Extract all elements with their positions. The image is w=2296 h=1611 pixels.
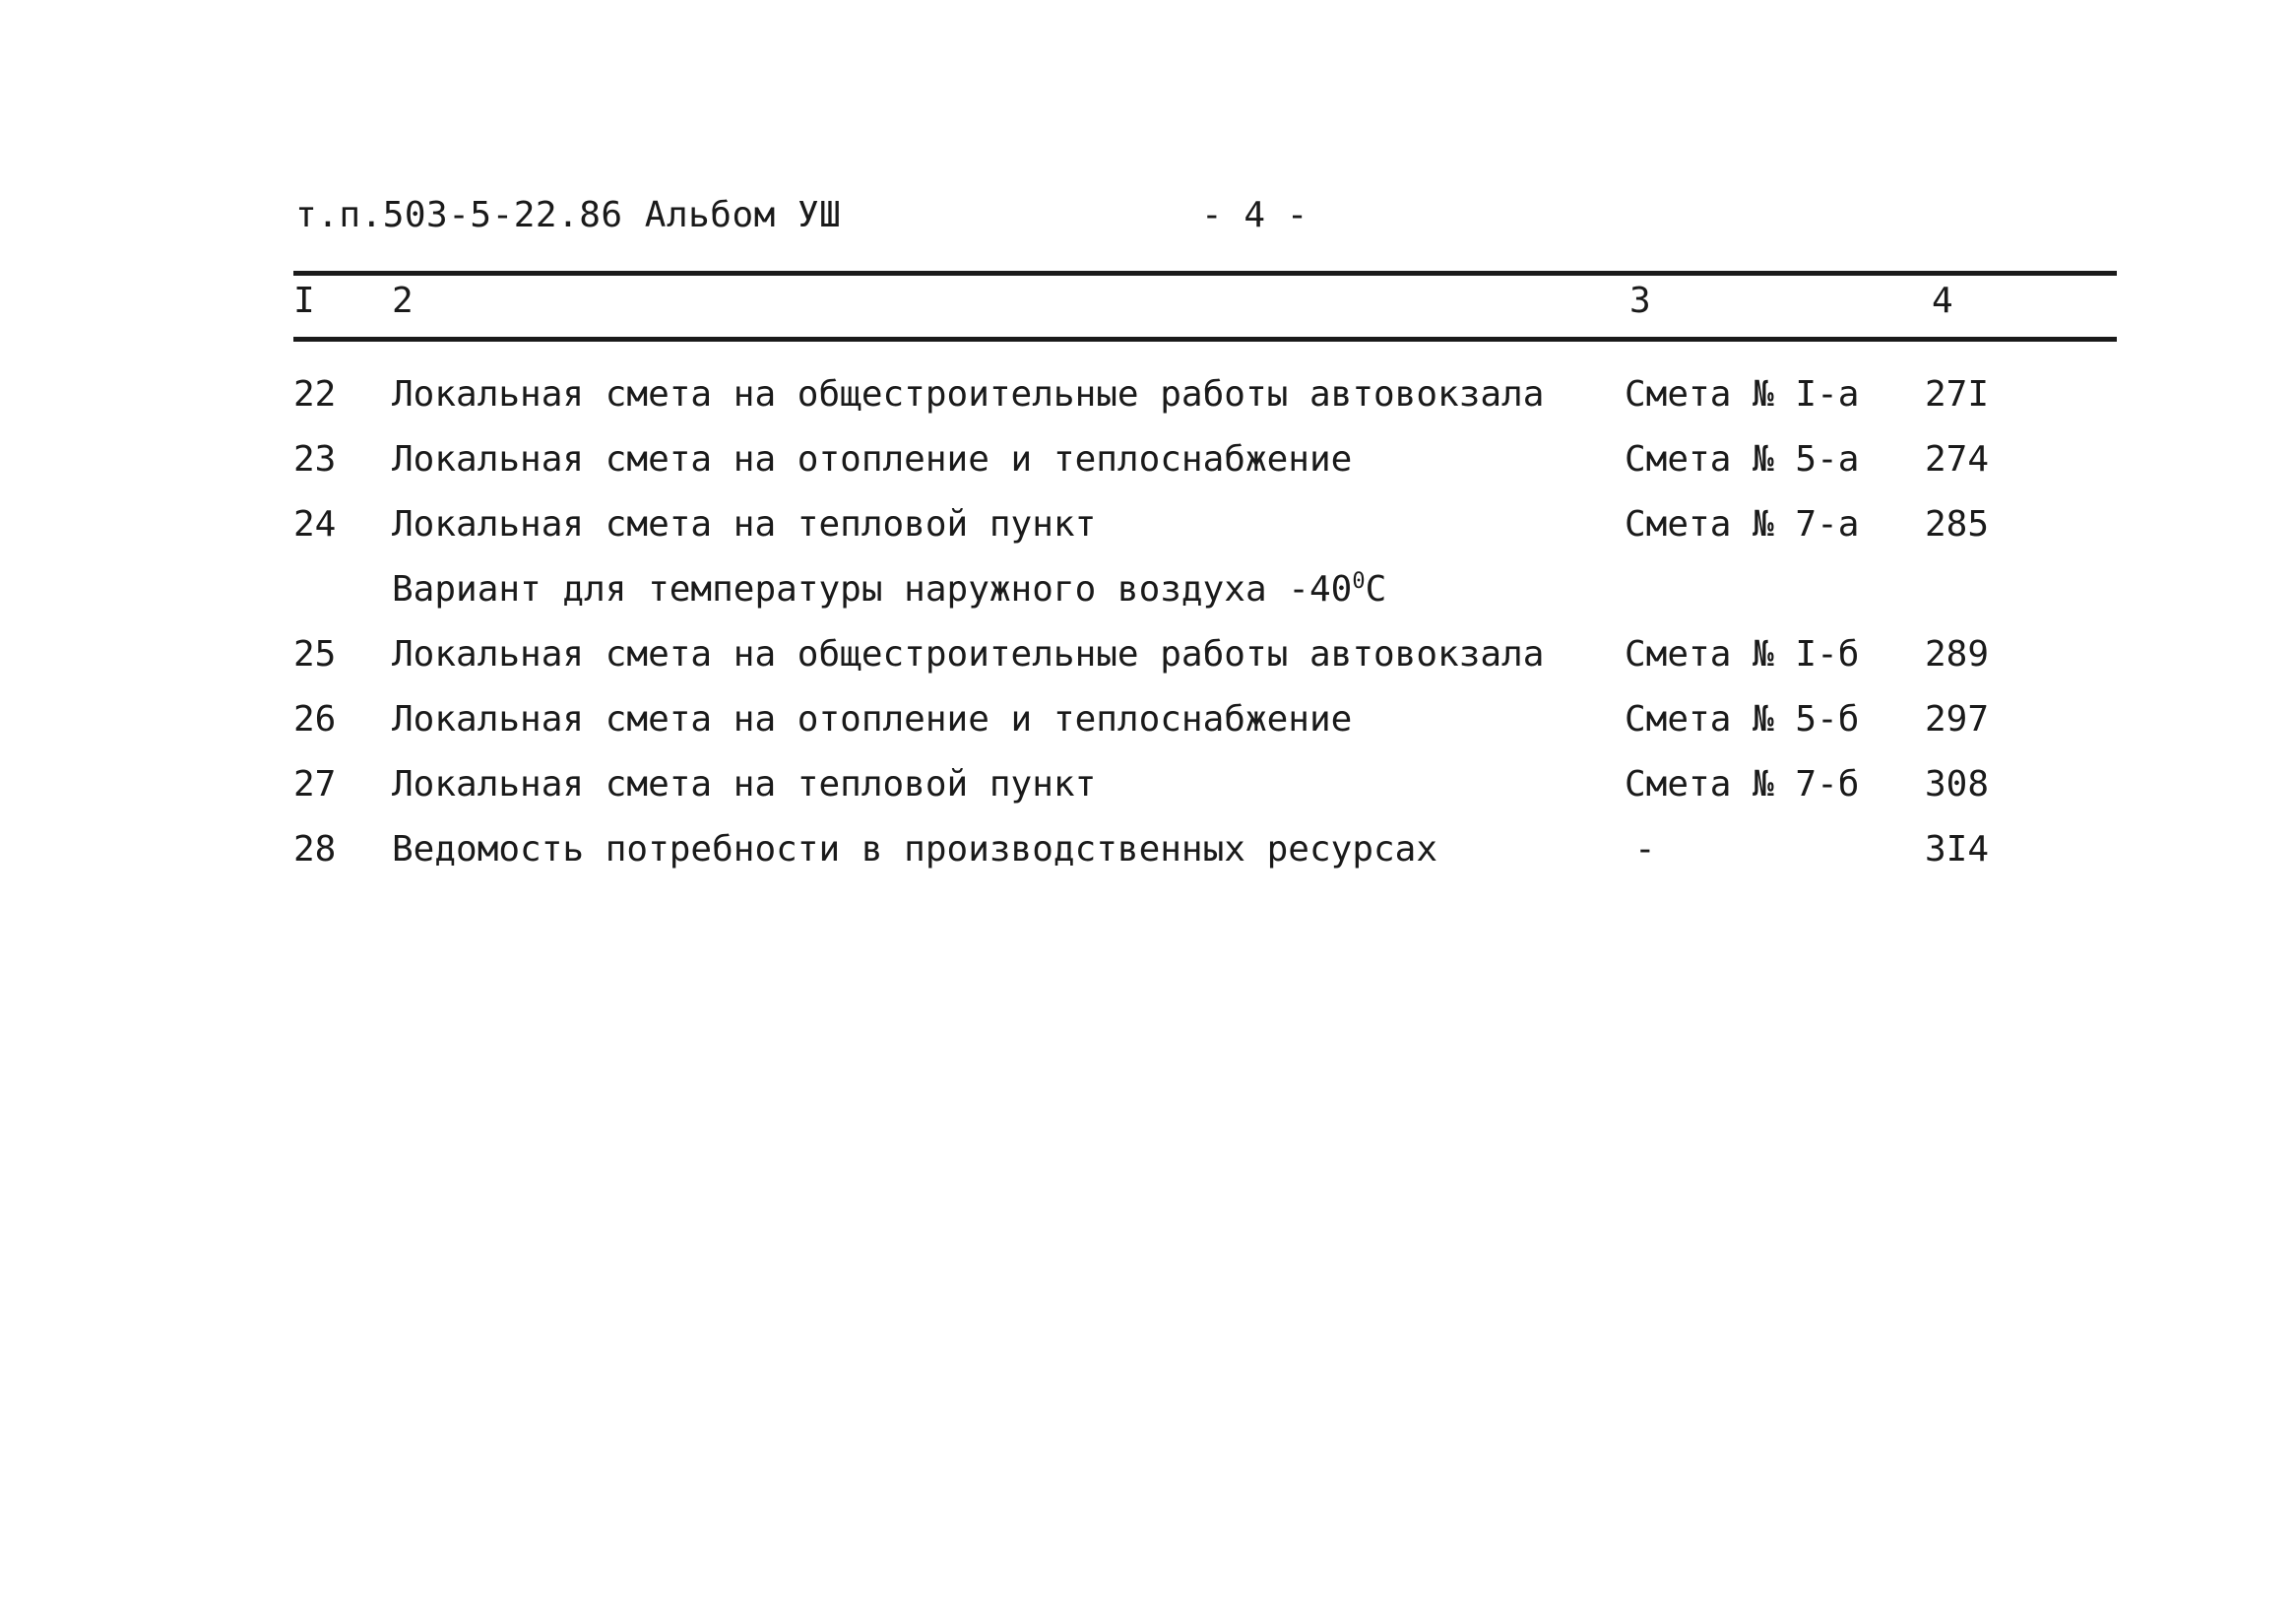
row-page: 27I xyxy=(1925,374,1990,415)
table-row xyxy=(0,504,2296,569)
row-page: 289 xyxy=(1925,634,1990,675)
row-title: Локальная смета на отопление и теплоснабжение xyxy=(392,439,1353,480)
variant-heading-unit: С xyxy=(1365,569,1387,610)
table-row xyxy=(0,764,2296,829)
row-estimate-ref: Смета № 7-а xyxy=(1625,504,1860,545)
row-estimate-ref: Смета № 7-б xyxy=(1625,764,1860,805)
row-title: Локальная смета на тепловой пункт xyxy=(392,504,1097,545)
table-row-variant-heading xyxy=(0,569,2296,634)
page-number: - 4 - xyxy=(1201,195,1308,235)
column-header-3: 3 xyxy=(1629,281,1651,321)
row-page: 297 xyxy=(1925,699,1990,740)
degree-superscript: 0 xyxy=(1352,569,1366,594)
row-page: 3I4 xyxy=(1925,829,1990,870)
table-row xyxy=(0,374,2296,439)
table-top-rule xyxy=(293,271,2117,276)
row-number: 25 xyxy=(293,634,337,675)
row-number: 23 xyxy=(293,439,337,480)
row-number: 22 xyxy=(293,374,337,415)
row-page: 285 xyxy=(1925,504,1990,545)
variant-heading xyxy=(392,569,1386,610)
row-estimate-ref: Смета № 5-а xyxy=(1625,439,1860,480)
page-header xyxy=(295,195,2117,254)
row-title: Локальная смета на отопление и теплоснабжение xyxy=(392,699,1353,740)
table-row xyxy=(0,439,2296,504)
table-row xyxy=(0,829,2296,894)
row-title: Ведомость потребности в производственных ресурсах xyxy=(392,829,1438,870)
table-row xyxy=(0,634,2296,699)
row-page: 274 xyxy=(1925,439,1990,480)
row-page: 308 xyxy=(1925,764,1990,805)
variant-heading-text: Вариант для температуры наружного воздуха -40 xyxy=(392,569,1353,610)
row-number: 24 xyxy=(293,504,337,545)
document-reference: т.п.503-5-22.86 Альбом УШ xyxy=(295,195,842,235)
row-estimate-ref: Смета № I-б xyxy=(1625,634,1860,675)
row-title: Локальная смета на общестроительные работы автовокзала xyxy=(392,374,1545,415)
row-number: 27 xyxy=(293,764,337,805)
row-estimate-ref: Смета № 5-б xyxy=(1625,699,1860,740)
table-header-rule xyxy=(293,337,2117,342)
row-title: Локальная смета на общестроительные работы автовокзала xyxy=(392,634,1545,675)
column-header-4: 4 xyxy=(1932,281,1953,321)
column-header-1: I xyxy=(293,281,315,321)
row-number: 26 xyxy=(293,699,337,740)
row-number: 28 xyxy=(293,829,337,870)
row-title: Локальная смета на тепловой пункт xyxy=(392,764,1097,805)
row-estimate-ref: - xyxy=(1634,829,1656,870)
row-estimate-ref: Смета № I-а xyxy=(1625,374,1860,415)
table-row xyxy=(0,699,2296,764)
column-header-2: 2 xyxy=(392,281,414,321)
